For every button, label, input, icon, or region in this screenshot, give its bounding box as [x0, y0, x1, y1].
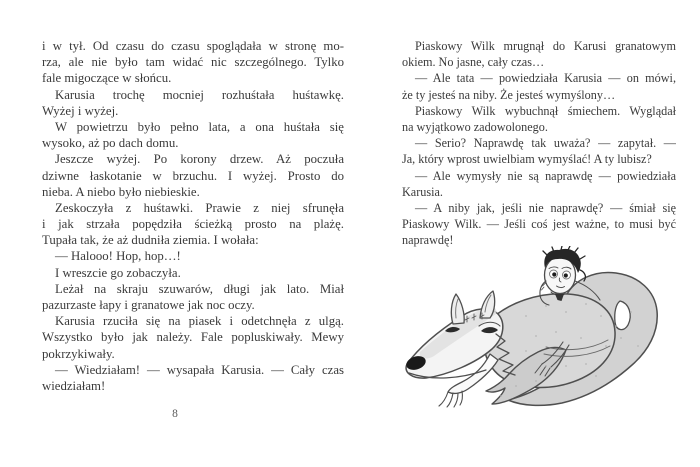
text-line: nieba. A niebo było niebieskie.: [42, 184, 200, 199]
text-line: I wreszcie go zobaczyła.: [55, 265, 181, 280]
text-line: Ja, który wprost uwielbiam wymyślać! A ty lubisz?: [402, 152, 652, 167]
text-line: Karusia rzuciła się na piasek i odetchnęła z ulgą.: [55, 314, 344, 329]
paragraph: [42, 265, 344, 281]
left-page-text: [42, 38, 344, 394]
wolf-ear-left: [451, 294, 464, 324]
text-line: i jak strzała popędziła ścieżką prosto na plażę.: [42, 217, 344, 232]
page-number: 8: [172, 408, 178, 420]
text-line: na wyjątkowo zadowolonego.: [402, 119, 548, 134]
text-line: — Ale tata — powiedziała Karusia — on mówi,: [415, 71, 676, 86]
paragraph: [42, 313, 344, 362]
text-line: — Ale wymysły nie są naprawdę — powiedziała: [415, 168, 676, 183]
paragraph: [42, 119, 344, 151]
text-line: naprawdę!: [402, 233, 454, 248]
text-line: W powietrzu było pełno lata, a ona huśtała się: [55, 119, 344, 134]
text-line: Piaskowy Wilk mrugnął do Karusi granatowym: [415, 39, 676, 53]
illustration-child-on-wolf: [396, 246, 690, 432]
text-line: Piaskowy Wilk wybuchnął śmiechem. Wyglądał: [415, 103, 676, 118]
text-line: Karusia trochę mocniej rozhuśtała huśtawkę.: [55, 87, 344, 102]
paragraph: [402, 38, 676, 70]
text-line: Karusia.: [402, 184, 443, 199]
text-line: — Serio? Naprawdę tak uważa? — zapytał. —: [415, 136, 676, 151]
text-line: wysoko, aż po dach domu.: [42, 136, 179, 151]
text-line: rza, ale nie było tam widać nic szczególnego. Tylko: [42, 55, 344, 70]
paragraph: [402, 135, 676, 167]
paragraph: [42, 151, 344, 200]
paragraph: [42, 38, 344, 87]
child-eye-left: [552, 272, 556, 276]
text-line: że ty jesteś na niby. Że jesteś wymyślony…: [402, 87, 616, 102]
paragraph: [402, 70, 676, 102]
text-line: Zeskoczyła z huśtawki. Prawie z niej sfrunęła: [55, 200, 344, 215]
text-line: fale migoczące w słońcu.: [42, 71, 172, 86]
text-line: Tupała tak, że aż dudniła ziemia. I wołała:: [42, 233, 259, 248]
text-line: pazurzaste łapy i granatowe jak noc oczy.: [42, 298, 255, 312]
child-eye-right: [564, 273, 568, 277]
text-line: dziwne łaskotanie w brzuchu. I wyżej. Prosto do: [42, 168, 344, 183]
text-line: okiem. No jasne, cały czas…: [402, 55, 545, 70]
paragraph: [402, 103, 676, 135]
text-line: Wszystko było jak należy. Fale popluskiwały. Mewy: [42, 330, 344, 345]
text-line: i w tył. Od czasu do czasu spoglądała w stronę mo-: [42, 39, 344, 53]
paragraph: [42, 248, 344, 264]
paragraph: [42, 281, 344, 313]
text-line: Leżał na skraju szuwarów, długi jak lato. Miał: [55, 281, 344, 296]
paragraph: [42, 362, 344, 394]
paragraph: [402, 168, 676, 200]
text-line: — A niby jak, jeśli nie naprawdę? — śmiał się: [415, 200, 676, 215]
paragraph: [42, 200, 344, 249]
text-line: Wyżej i wyżej.: [42, 103, 119, 118]
text-line: Jeszcze wyżej. Po korony drzew. Aż poczuła: [55, 152, 344, 167]
paragraph: [42, 87, 344, 119]
text-line: — Halooo! Hop, hop…!: [55, 249, 181, 264]
paragraph: [402, 200, 676, 249]
text-line: Piaskowy Wilk. — Jeśli coś jest ważne, to musi być: [402, 217, 676, 232]
text-line: — Wiedziałam! — wysapała Karusia. — Cały czas: [55, 362, 344, 377]
text-line: pokrzykiwały.: [42, 346, 115, 361]
right-page-text: [402, 38, 676, 248]
text-line: wiedziałam!: [42, 378, 106, 393]
